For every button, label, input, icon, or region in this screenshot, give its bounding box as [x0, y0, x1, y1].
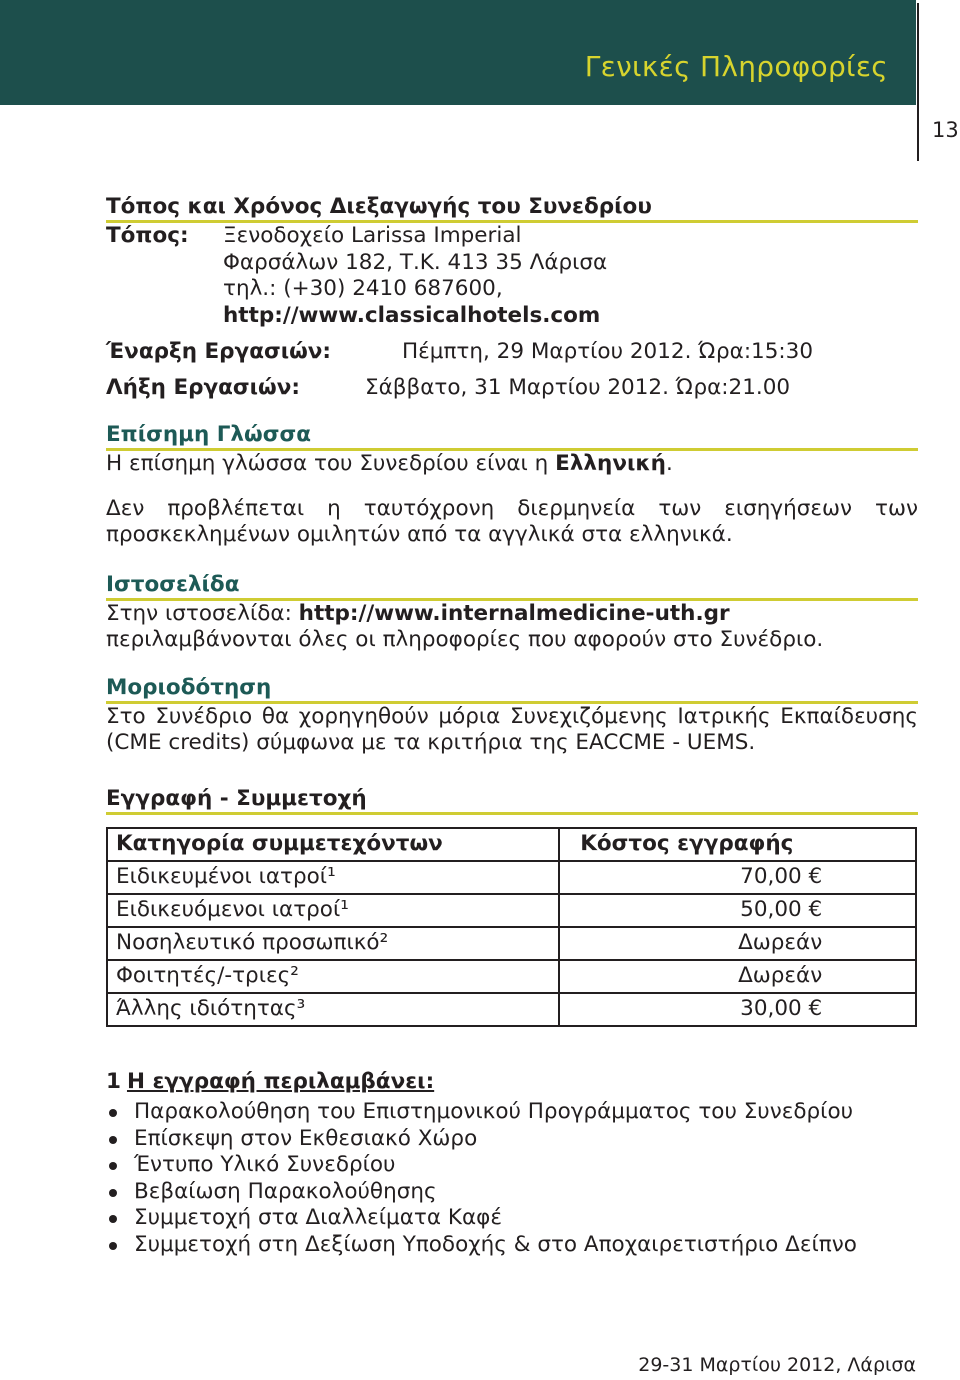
language-text-post: .	[665, 451, 673, 476]
includes-list	[106, 1099, 918, 1258]
column-header: Κατηγορία συμμετεχόντων	[107, 828, 559, 861]
interpretation-note: Δεν προβλέπεται η ταυτόχρονη διερμηνεία των εισηγήσεων των προσκεκλημένων ομιλητών από τα αγγλικά στα ελληνικά.	[106, 495, 918, 547]
place-line: τηλ.: (+30) 2410 687600,	[223, 276, 503, 301]
end-label: Λήξη Εργασιών:	[106, 374, 300, 400]
list-item: Συμμετοχή στη Δεξίωση Υποδοχής & στο Αποχαιρετιστήριο Δείπνο	[106, 1232, 918, 1259]
table-row	[107, 861, 916, 894]
end-row	[106, 375, 918, 402]
place-line: Ξενοδοχείο Larissa Imperial	[223, 223, 522, 248]
cost-cell: 30,00 €	[740, 995, 823, 1021]
list-item: Συμμετοχή στα Διαλλείματα Καφέ	[106, 1205, 918, 1232]
page-content	[106, 193, 918, 1258]
place-line: Φαρσάλων 182, Τ.Κ. 413 35 Λάρισα	[223, 249, 608, 275]
website-text-pre: Στην ιστοσελίδα:	[106, 600, 299, 626]
cost-cell: Δωρεάν	[738, 962, 823, 988]
list-item: Βεβαίωση Παρακολούθησης	[106, 1179, 918, 1206]
table-row	[107, 894, 916, 927]
header-band	[0, 0, 916, 105]
venue-place-row	[106, 223, 918, 250]
credits-heading: Μοριοδότηση	[106, 674, 918, 704]
category-cell: Νοσηλευτικό προσωπικό²	[107, 927, 559, 960]
list-item: Έντυπο Υλικό Συνεδρίου	[106, 1152, 918, 1179]
includes-title	[106, 1069, 918, 1096]
table-row	[107, 960, 916, 993]
table-row	[107, 927, 916, 960]
category-cell: Φοιτητές/-τριες²	[107, 960, 559, 993]
includes-footnote-number: 1	[106, 1068, 121, 1094]
includes-title-text: Η εγγραφή περιλαμβάνει:	[126, 1068, 435, 1094]
venue-url-row	[106, 303, 918, 330]
page-number: 13	[932, 118, 959, 142]
list-item: Παρακολούθηση του Επιστημονικού Προγράμματος του Συνεδρίου	[106, 1099, 918, 1126]
registration-heading: Εγγραφή - Συμμετοχή	[106, 785, 918, 815]
footer-dates: 29-31 Μαρτίου 2012, Λάρισα	[638, 1354, 916, 1376]
website-text	[106, 601, 918, 628]
page-number-rule	[917, 3, 919, 161]
fees-table	[106, 827, 917, 1027]
page-title: Γενικές Πληροφορίες	[584, 50, 888, 83]
start-label: Έναρξη Εργασιών:	[106, 339, 332, 364]
category-cell: Ειδικευόμενοι ιατροί¹	[107, 894, 559, 927]
language-text-pre: Η επίσημη γλώσσα του Συνεδρίου είναι η	[106, 451, 556, 476]
language-text	[106, 451, 918, 478]
cost-cell: 50,00 €	[740, 896, 823, 922]
cost-cell: Δωρεάν	[738, 929, 823, 955]
website-text-post: περιλαμβάνονται όλες οι πληροφορίες που αφορούν στο Συνέδριο.	[106, 627, 824, 652]
language-name: Ελληνική	[555, 451, 666, 476]
column-header: Κόστος εγγραφής	[559, 828, 916, 861]
fees-header-row	[107, 828, 916, 861]
category-cell: Ειδικευμένοι ιατροί¹	[107, 861, 559, 894]
credits-text: Στο Συνέδριο θα χορηγηθούν μόρια Συνεχιζόμενης Ιατρικής Εκπαίδευσης (CME credits) σύμφωνα με τα κριτήρια της EACCME - UEMS.	[106, 703, 918, 755]
website-url-link[interactable]: http://www.internalmedicine-uth.gr	[298, 600, 730, 626]
start-value: Πέμπτη, 29 Μαρτίου 2012. Ώρα:15:30	[402, 339, 814, 364]
list-item: Επίσκεψη στον Εκθεσιακό Χώρο	[106, 1126, 918, 1153]
venue-address-row	[106, 250, 918, 277]
venue-heading: Τόπος και Χρόνος Διεξαγωγής του Συνεδρίου	[106, 193, 918, 223]
venue-phone-row	[106, 276, 918, 303]
language-heading: Επίσημη Γλώσσα	[106, 421, 918, 451]
website-heading: Ιστοσελίδα	[106, 571, 918, 601]
end-value: Σάββατο, 31 Μαρτίου 2012. Ώρα:21.00	[365, 374, 791, 400]
cost-cell: 70,00 €	[740, 863, 823, 889]
table-row	[107, 993, 916, 1026]
place-label: Τόπος:	[106, 223, 189, 248]
start-row	[106, 339, 918, 366]
hotel-url-link[interactable]: http://www.classicalhotels.com	[223, 302, 601, 328]
category-cell: Άλλης ιδιότητας³	[107, 993, 559, 1026]
